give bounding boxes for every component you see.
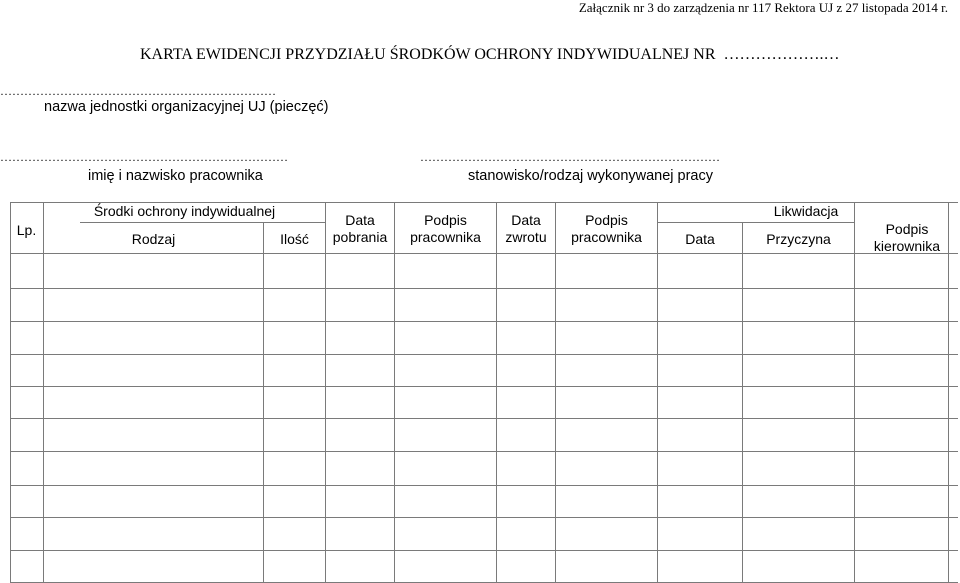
header-employee-signature-issue [395,212,496,246]
unit-field-dots: …………………………………………………………… [0,84,276,98]
header-liquidation-group: Likwidacja [773,203,839,219]
header-emp-sig-return-line1: Podpis [585,212,628,228]
header-emp-sig-issue-line1: Podpis [424,212,467,228]
header-return-date [497,212,555,246]
header-issue-date-line1: Data [345,212,375,228]
position-field-label: stanowisko/rodzaj wykonywanej pracy [468,168,713,184]
position-field-dots: ………………………………………………………………… [420,150,720,164]
header-return-date-line1: Data [511,212,541,228]
header-mgr-sig-line1: Podpis [885,221,929,237]
form-title-text: KARTA EWIDENCJI PRZYDZIAŁU ŚRODKÓW OCHRONY INDYWIDUALNEJ NR [140,46,716,63]
unit-field-label: nazwa jednostki organizacyjnej UJ (pieczęć) [44,99,329,115]
header-return-date-line2: zwrotu [505,229,547,245]
header-type: Rodzaj [131,231,176,247]
annex-note: Załącznik nr 3 do zarządzenia nr 117 Rektora UJ z 27 listopada 2014 r. [578,0,948,15]
name-field-dots: ……………………………………………………………… [0,150,288,164]
form-number-blank: ……………….… [723,46,840,63]
header-lp: Lp. [16,222,37,238]
header-liquidation-reason: Przyczyna [766,231,831,247]
header-manager-signature [855,221,959,255]
header-liquidation-date: Data [685,231,715,247]
header-emp-sig-return-line2: pracownika [571,229,642,245]
header-ppe-group: Środki ochrony indywidualnej [93,203,276,219]
header-emp-sig-issue-line2: pracownika [410,229,481,245]
header-employee-signature-return [556,212,657,246]
header-mgr-sig-line2: kierownika [873,238,941,254]
header-issue-date-line2: pobrania [332,229,388,245]
header-issue-date [326,212,394,246]
header-quantity: Ilość [280,231,309,247]
name-field-label: imię i nazwisko pracownika [88,168,263,184]
